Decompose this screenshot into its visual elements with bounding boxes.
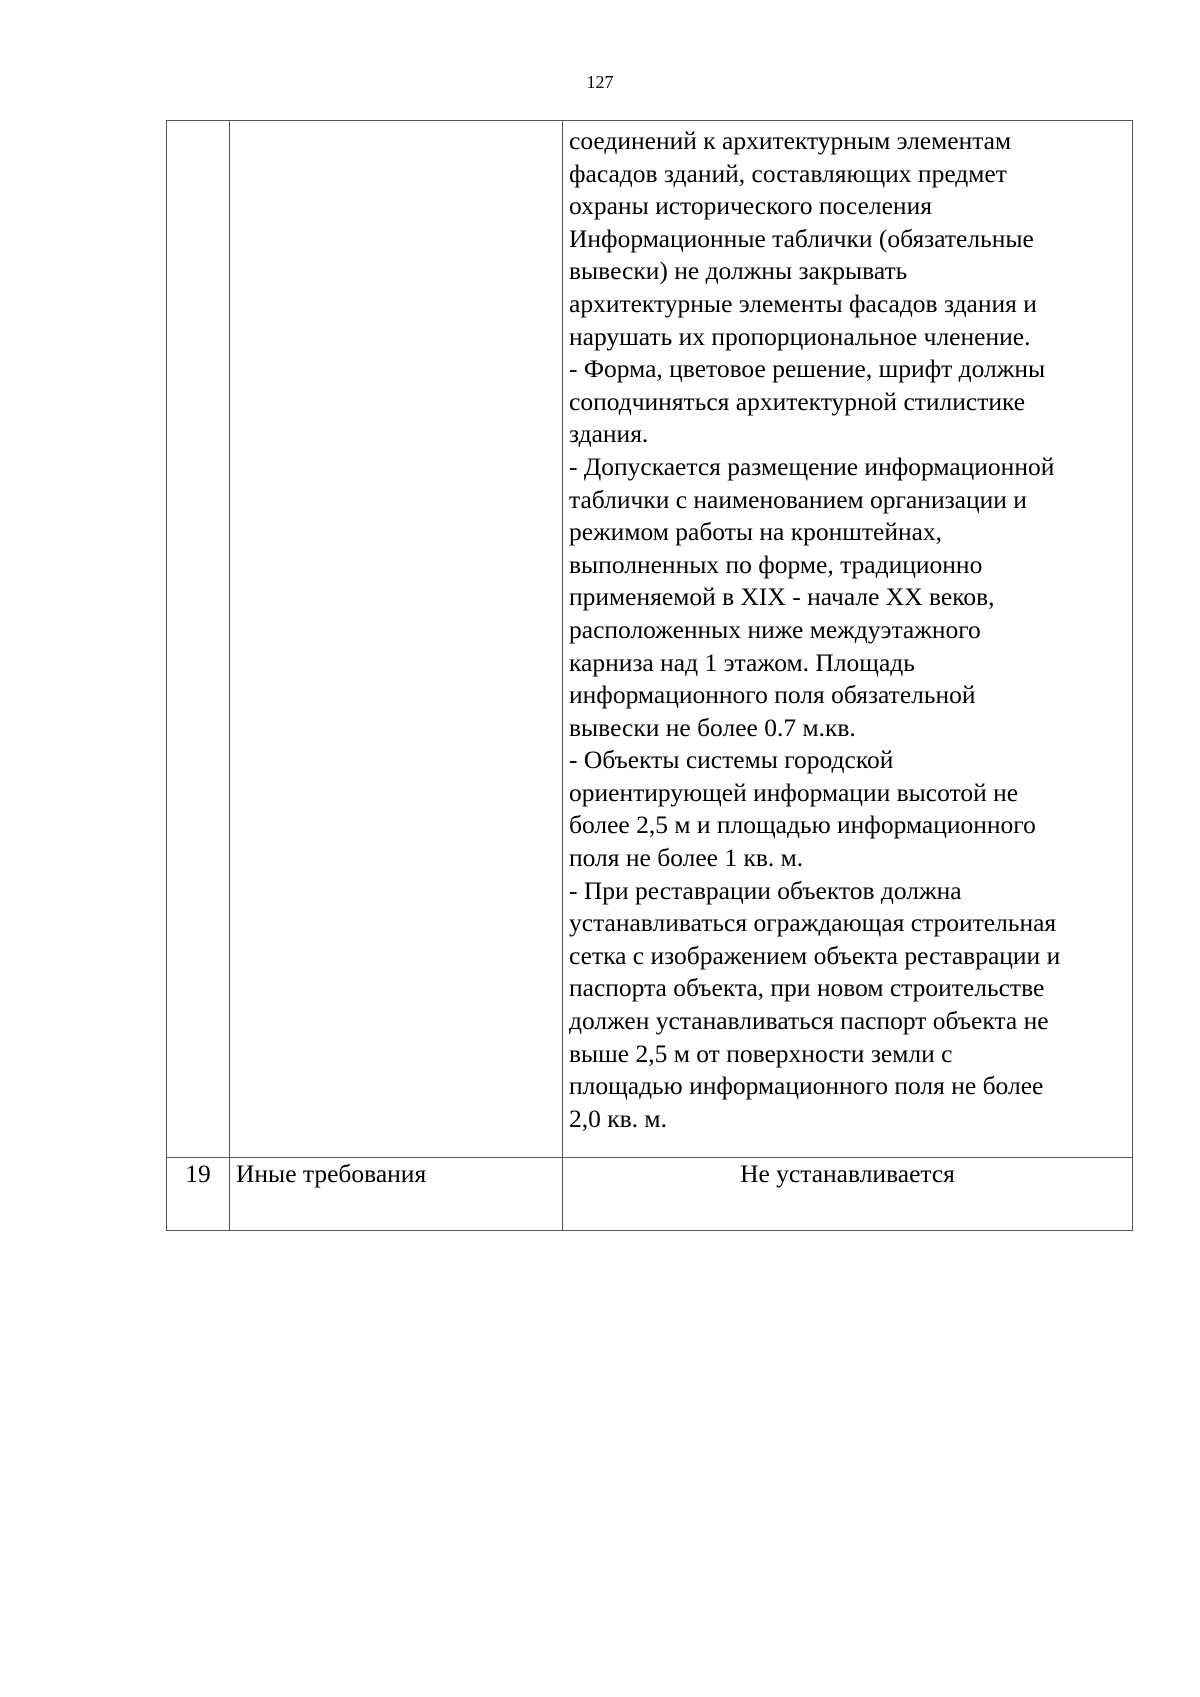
text-line: охраны исторического поселения xyxy=(569,191,932,221)
requirement-text-cell xyxy=(563,121,1133,1158)
text-line: вывески) не должны закрывать xyxy=(569,256,908,286)
text-line: - Допускается размещение информационной xyxy=(569,451,1055,481)
text-line: более 2,5 м и площадью информационного xyxy=(569,810,1036,840)
text-line: - Объекты системы городской xyxy=(569,745,894,775)
text-line: расположенных ниже междуэтажного xyxy=(569,614,981,644)
row-number-cell: 19 xyxy=(167,1158,230,1231)
text-line: ориентирующей информации высотой не xyxy=(569,777,1019,807)
page-number: 127 xyxy=(586,72,614,92)
text-line: 2,0 кв. м. xyxy=(569,1103,667,1133)
text-line: выше 2,5 м от поверхности земли с xyxy=(569,1038,953,1068)
requirements-table xyxy=(166,120,1133,1231)
text-line: здания. xyxy=(569,419,649,449)
text-line: вывески не более 0.7 м.кв. xyxy=(569,712,856,742)
text-line: карниза над 1 этажом. Площадь xyxy=(569,647,915,677)
text-line: соединений к архитектурным элементам xyxy=(569,126,1012,155)
text-line: должен устанавливаться паспорт объекта не xyxy=(569,1006,1049,1036)
text-line: применяемой в XIX - начале XX веков, xyxy=(569,582,995,612)
text-line: поля не более 1 кв. м. xyxy=(569,843,804,873)
row-value-cell: Не устанавливается xyxy=(563,1158,1133,1231)
table-row-continued xyxy=(167,121,1133,1158)
text-line: информационного поля обязательной xyxy=(569,680,976,710)
row-number-cell xyxy=(167,121,230,1158)
text-line: соподчиняться архитектурной стилистике xyxy=(569,386,1026,416)
text-line: режимом работы на кронштейнах, xyxy=(569,517,943,547)
row-name-cell: Иные требования xyxy=(230,1158,563,1231)
text-line: площадью информационного поля не более xyxy=(569,1071,1044,1101)
text-line: - При реставрации объектов должна xyxy=(569,875,962,905)
text-line: архитектурные элементы фасадов здания и xyxy=(569,288,1037,318)
text-line: сетка с изображением объекта реставрации и xyxy=(569,940,1061,970)
text-line: нарушать их пропорциональное членение. xyxy=(569,321,1031,351)
text-line: устанавливаться ограждающая строительная xyxy=(569,908,1057,938)
text-line: Информационные таблички (обязательные xyxy=(569,223,1034,253)
text-line: таблички с наименованием организации и xyxy=(569,484,1027,514)
text-line: выполненных по форме, традиционно xyxy=(569,549,983,579)
table-row-19 xyxy=(167,1158,1133,1231)
text-line: паспорта объекта, при новом строительстве xyxy=(569,973,1045,1003)
text-line: - Форма, цветовое решение, шрифт должны xyxy=(569,354,1046,384)
row-name-cell xyxy=(230,121,563,1158)
text-line: фасадов зданий, составляющих предмет xyxy=(569,158,1007,188)
